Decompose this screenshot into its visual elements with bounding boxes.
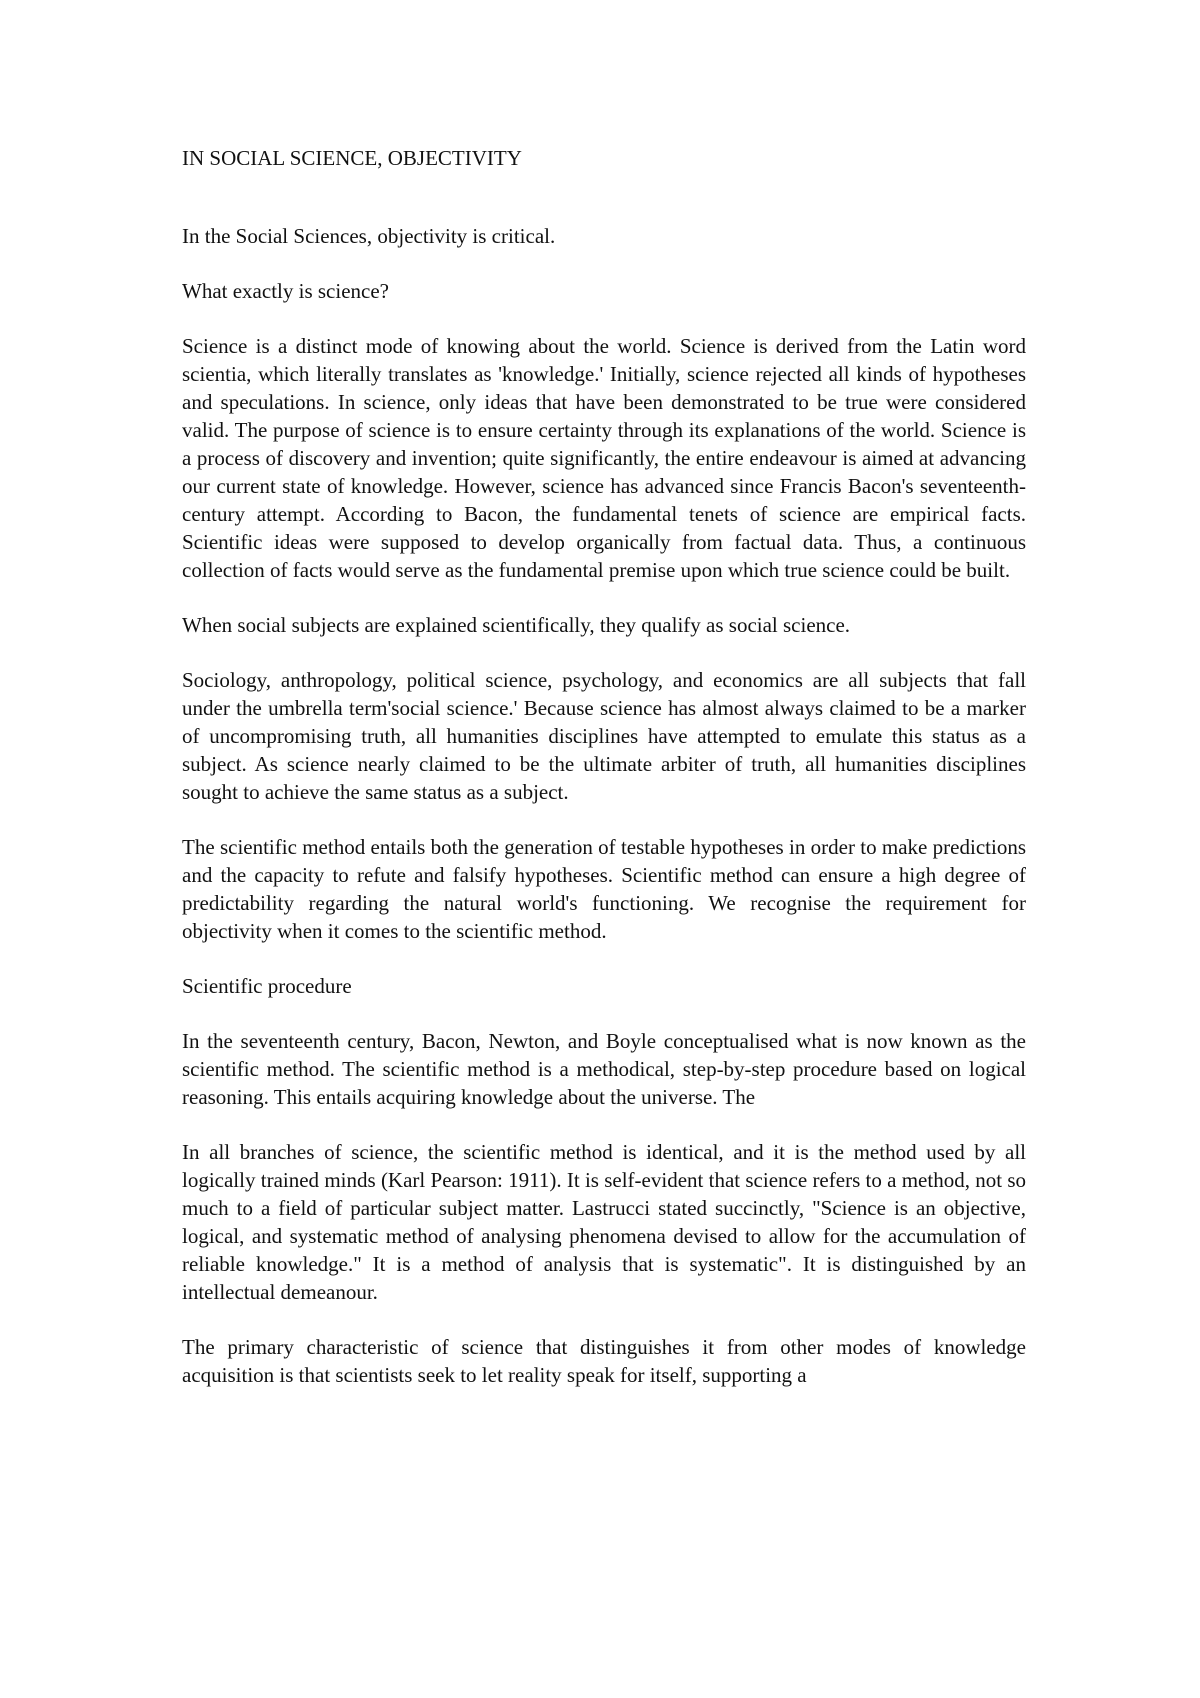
paragraph-question: What exactly is science?: [182, 279, 389, 303]
document-body: [182, 144, 1026, 1389]
paragraph-primary-characteristic: The primary characteristic of science that distinguishes it from other modes of knowledge acquisition is that scientists seek to let reality speak for itself, supporting a: [182, 1335, 1026, 1387]
paragraph-heading-procedure: Scientific procedure: [182, 974, 352, 998]
paragraph-social-subjects: When social subjects are explained scientifically, they qualify as social science.: [182, 613, 851, 637]
paragraph-disciplines: Sociology, anthropology, political science, psychology, and economics are all subjects that fall under the umbrella term'social science.' Because science has almost always claimed to be a marker of uncompromising truth, all humanities disciplines have attempted to emulate this status as a subject. As science nearly claimed to be the ultimate arbiter of truth, all humanities disciplines sought to achieve the same status as a subject.: [182, 668, 1026, 804]
paragraph-intro: In the Social Sciences, objectivity is critical.: [182, 224, 556, 248]
paragraph-science-definition: Science is a distinct mode of knowing about the world. Science is derived from the Latin word scientia, which literally translates as 'knowledge.' Initially, science rejected all kinds of hypotheses and speculations. In science, only ideas that have been demonstrated to be true were considered valid. The purpose of science is to ensure certainty through its explanations of the world. Science is a process of discovery and invention; quite significantly, the entire endeavour is aimed at advancing our current state of knowledge. However, science has advanced since Francis Bacon's seventeenth-century attempt. According to Bacon, the fundamental tenets of science are empirical facts. Scientific ideas were supposed to develop organically from factual data. Thus, a continuous collection of facts would serve as the fundamental premise upon which true science could be built.: [182, 334, 1026, 582]
paragraph-branches: In all branches of science, the scientific method is identical, and it is the method used by all logically trained minds (Karl Pearson: 1911). It is self-evident that science refers to a method, not so much to a field of particular subject matter. Lastrucci stated succinctly, "Science is an objective, logical, and systematic method of analysing phenomena devised to allow for the accumulation of reliable knowledge." It is a method of analysis that is systematic". It is distinguished by an intellectual demeanour.: [182, 1140, 1026, 1304]
document-title: IN SOCIAL SCIENCE, OBJECTIVITY: [182, 146, 522, 170]
paragraph-scientific-method: The scientific method entails both the generation of testable hypotheses in order to make predictions and the capacity to refute and falsify hypotheses. Scientific method can ensure a high degree of predictability regarding the natural world's functioning. We recognise the requirement for objectivity when it comes to the scientific method.: [182, 835, 1026, 943]
paragraph-seventeenth-century: In the seventeenth century, Bacon, Newton, and Boyle conceptualised what is now known as the scientific method. The scientific method is a methodical, step-by-step procedure based on logical reasoning. This entails acquiring knowledge about the universe. The: [182, 1029, 1026, 1109]
